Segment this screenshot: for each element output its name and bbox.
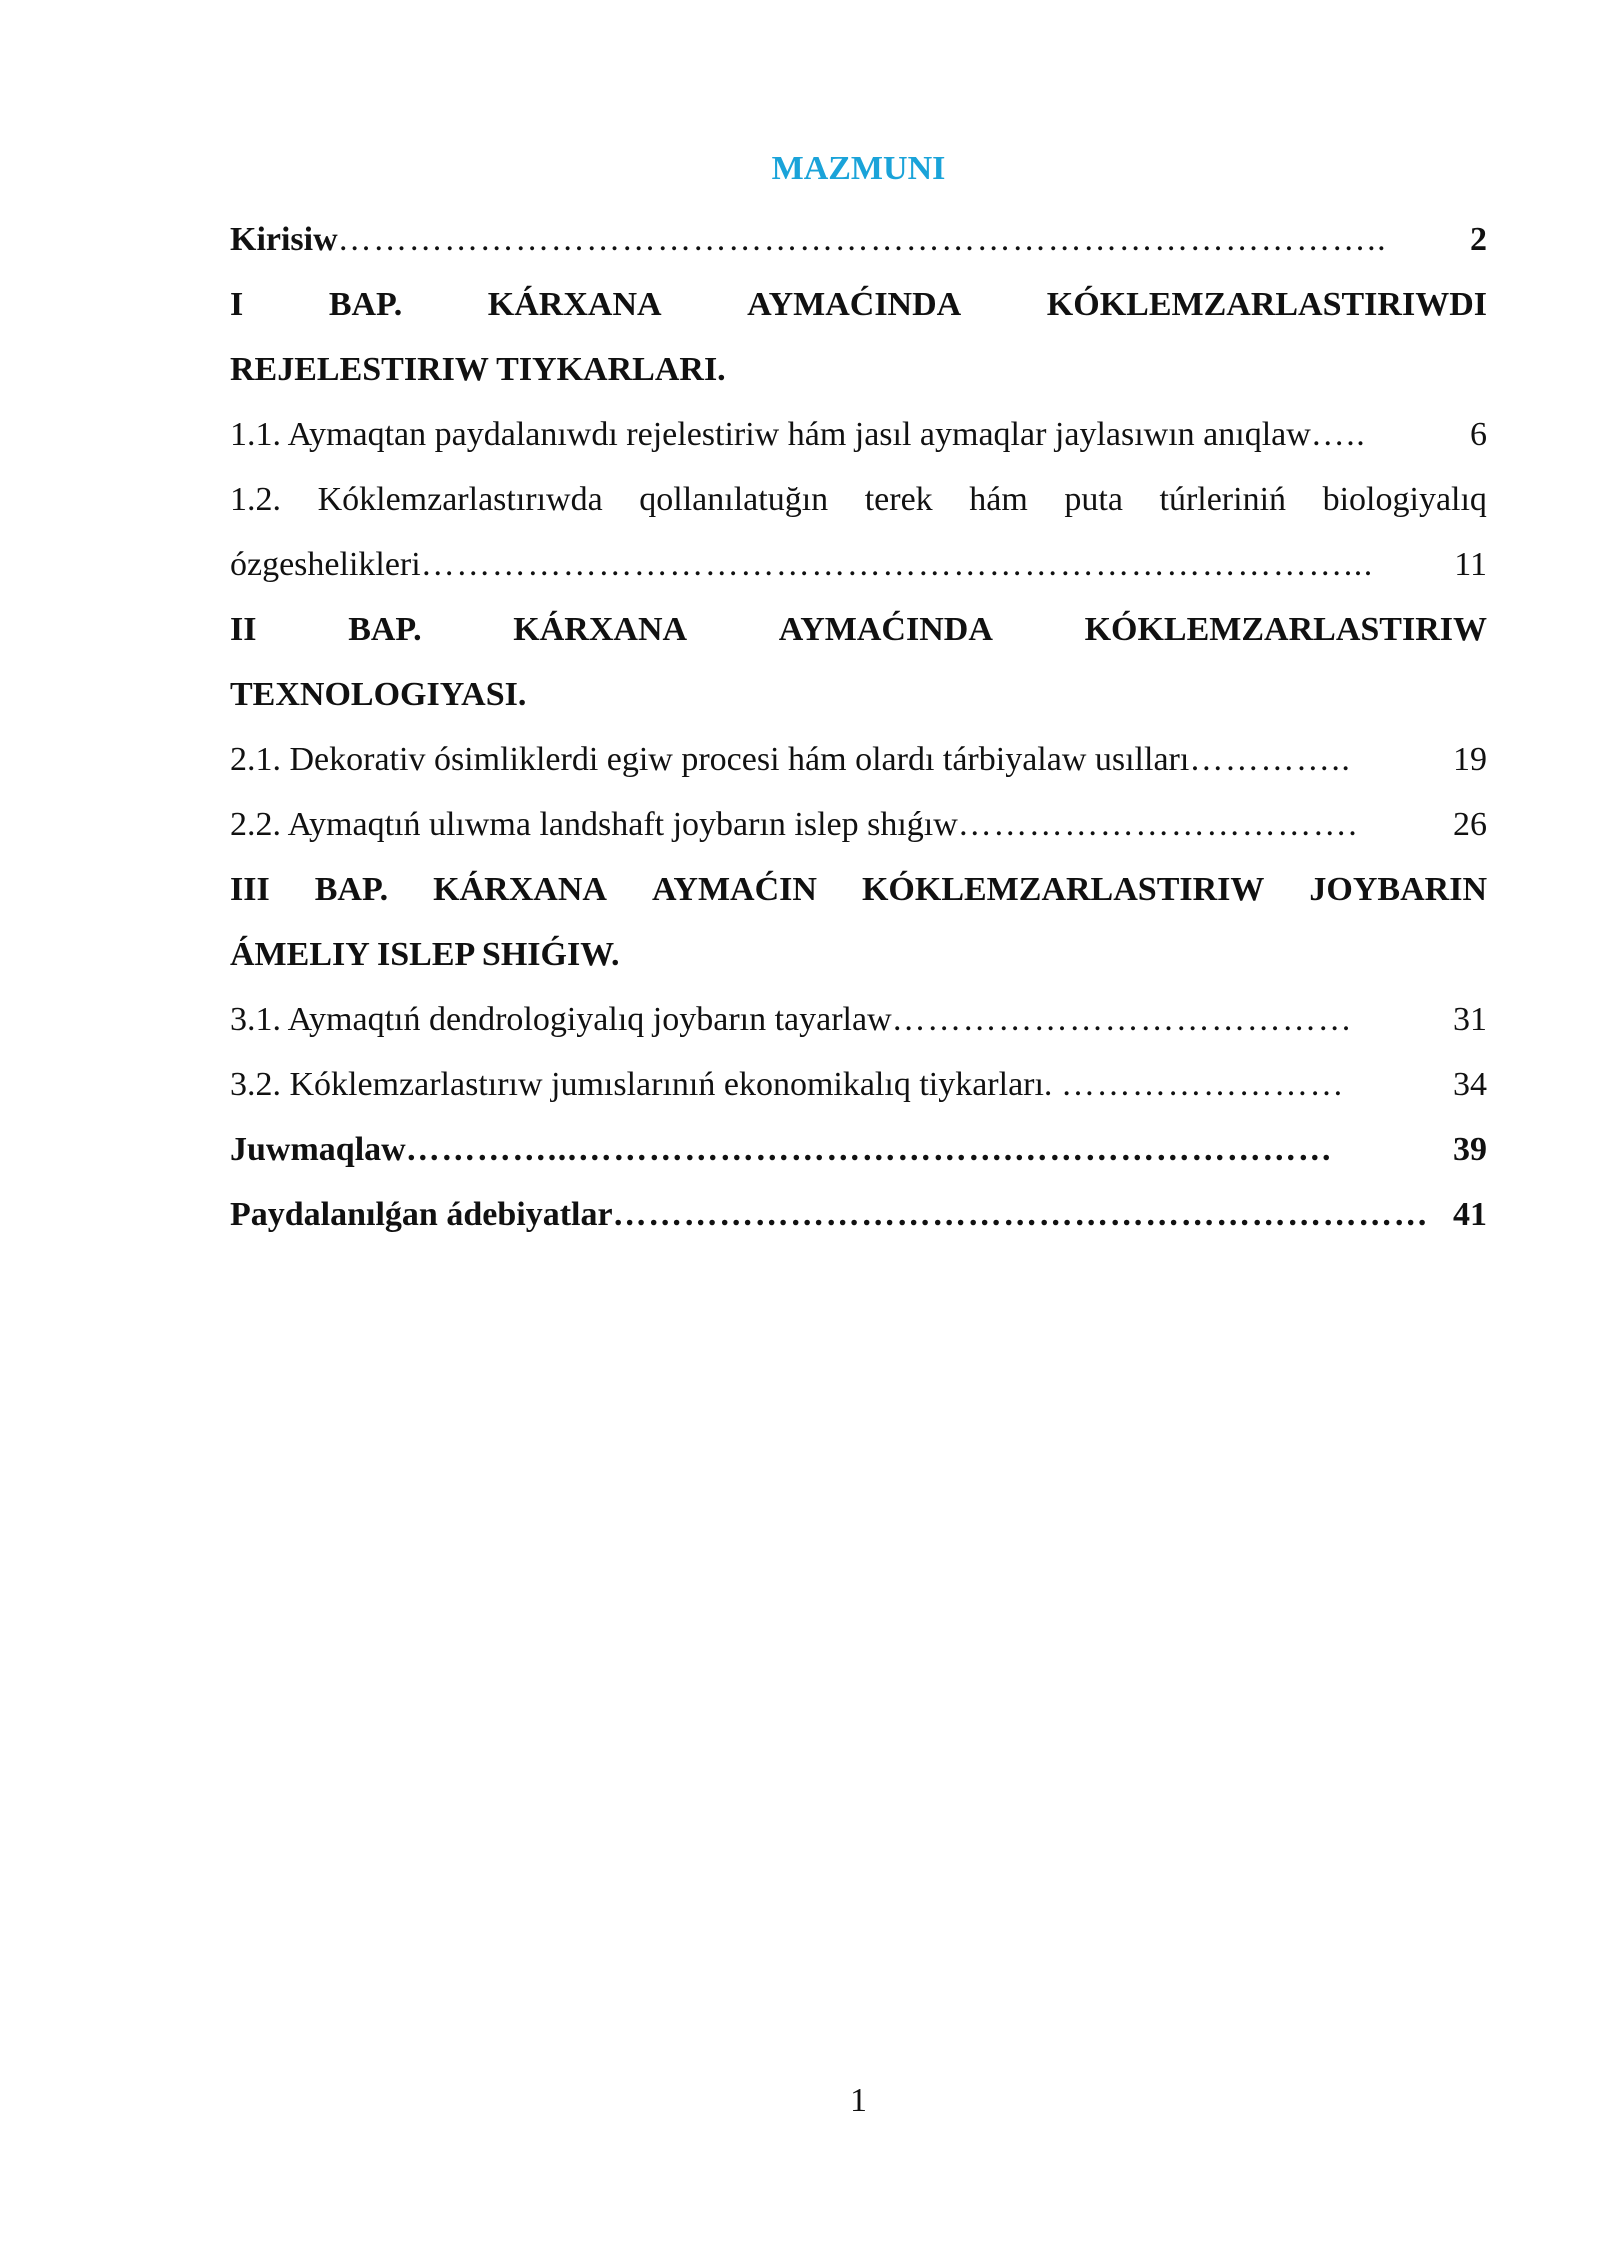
word: KÁRXANA — [513, 611, 688, 648]
toc-chapter-title: ÁMELIY ISLEP SHIǴIW. — [230, 936, 620, 973]
toc-page-number: 11 — [1454, 546, 1487, 583]
word: AYMAĆINDA — [778, 611, 993, 648]
word: KÓKLEMZARLASTIRIWDI — [1046, 286, 1487, 323]
word: AYMAĆINDA — [747, 286, 962, 323]
toc-entry-paydalanilgan[interactable] — [230, 1182, 1487, 1247]
word: BAP. — [348, 611, 422, 648]
toc-chapter-1-line-2[interactable] — [230, 337, 1487, 402]
toc-chapter-3-line-1[interactable] — [230, 857, 1487, 922]
toc-page-number: 19 — [1453, 741, 1487, 778]
toc-chapter-3-line-2[interactable] — [230, 922, 1487, 987]
toc-page-number: 39 — [1453, 1131, 1487, 1168]
toc-chapter-title: REJELESTIRIW TIYKARLARI. — [230, 351, 726, 388]
toc-page-number: 26 — [1453, 806, 1487, 843]
toc-leader-dots: …………...……………………………….……………………… — [405, 1131, 1334, 1168]
toc-entry-2-2[interactable] — [230, 792, 1487, 857]
word: KÁRXANA — [487, 286, 662, 323]
word: biologiyalıq — [1322, 481, 1487, 518]
toc-leader-dots: …………………………………………………………………………….. — [337, 221, 1388, 258]
toc-entry-kirisiw[interactable] — [230, 207, 1487, 272]
toc-entry-label: 1.1. Aymaqtan paydalanıwdı rejelestiriw hám jasıl aymaqlar jaylasıwın anıqlaw — [230, 416, 1311, 453]
toc-entry-3-1[interactable] — [230, 987, 1487, 1052]
toc-title-text: MAZMUNI — [771, 150, 946, 187]
toc-page-number: 2 — [1470, 221, 1487, 258]
word: KÁRXANA — [433, 871, 607, 908]
toc-entry-1-1[interactable] — [230, 402, 1487, 467]
toc-entry-juwmaqlaw[interactable] — [230, 1117, 1487, 1182]
toc-entry-1-2-line-1[interactable] — [230, 467, 1487, 532]
toc-chapter-2-line-2[interactable] — [230, 662, 1487, 727]
toc-leader-dots: ………………………………… — [891, 1001, 1354, 1038]
toc-entry-label: ózgeshelikleri — [230, 546, 421, 583]
toc-entry-3-2[interactable] — [230, 1052, 1487, 1117]
word: I — [230, 286, 244, 323]
toc-chapter-2-line-1[interactable] — [230, 597, 1487, 662]
page-number: 1 — [850, 2082, 867, 2119]
toc-leader-dots: …………………… — [1060, 1066, 1345, 1103]
word: hám — [969, 481, 1028, 518]
toc-chapter-1-line-1[interactable] — [230, 272, 1487, 337]
word: KÓKLEMZARLASTIRIW — [1084, 611, 1487, 648]
toc-page-number: 31 — [1453, 1001, 1487, 1038]
toc-entry-label: Juwmaqlaw — [230, 1131, 406, 1168]
toc-leader-dots: ……………………………. — [957, 806, 1359, 843]
word: qollanılatuğın — [639, 481, 829, 518]
word: BAP. — [328, 286, 403, 323]
page-footer — [230, 2082, 1487, 2120]
toc-entry-label: 3.2. Kóklemzarlastırıw jumıslarınıń ekonomikalıq tiykarları. — [230, 1066, 1061, 1103]
word: AYMAĆIN — [651, 871, 817, 908]
toc-entry-2-1[interactable] — [230, 727, 1487, 792]
toc-leader-dots: ……………………………………………………………………... — [420, 546, 1374, 583]
toc-page-number: 6 — [1470, 416, 1487, 453]
word: túrleriniń — [1159, 481, 1287, 518]
toc-leader-dots: ………….. — [1189, 741, 1352, 778]
word: III — [230, 871, 270, 908]
word: II — [230, 611, 257, 648]
toc-page-number: 41 — [1453, 1196, 1487, 1233]
word: JOYBARIN — [1309, 871, 1487, 908]
toc-entry-label: 2.2. Aymaqtıń ulıwma landshaft joybarın islep shıǵıw — [230, 806, 958, 843]
toc-entry-label: Kirisiw — [230, 221, 338, 258]
word: Kóklemzarlastırıwda — [317, 481, 603, 518]
toc-leader-dots: …………………………………………………………… — [612, 1196, 1430, 1233]
toc-page-number: 34 — [1453, 1066, 1487, 1103]
word: terek — [864, 481, 933, 518]
word: puta — [1064, 481, 1123, 518]
toc-entry-label: 3.1. Aymaqtıń dendrologiyalıq joybarın tayarlaw — [230, 1001, 892, 1038]
toc-chapter-title: TEXNOLOGIYASI. — [230, 676, 527, 713]
word: BAP. — [314, 871, 389, 908]
toc-entry-label: 2.1. Dekorativ ósimliklerdi egiw procesi hám olardı tárbiyalaw usılları — [230, 741, 1190, 778]
word: KÓKLEMZARLASTIRIW — [861, 871, 1265, 908]
toc-entry-1-2-line-2[interactable] — [230, 532, 1487, 597]
word: 1.2. — [230, 481, 281, 518]
table-of-contents — [230, 207, 1487, 1247]
toc-entry-label: Paydalanılǵan ádebiyatlar — [230, 1196, 613, 1233]
toc-leader-dots: ….. — [1310, 416, 1367, 453]
toc-title — [230, 150, 1487, 188]
